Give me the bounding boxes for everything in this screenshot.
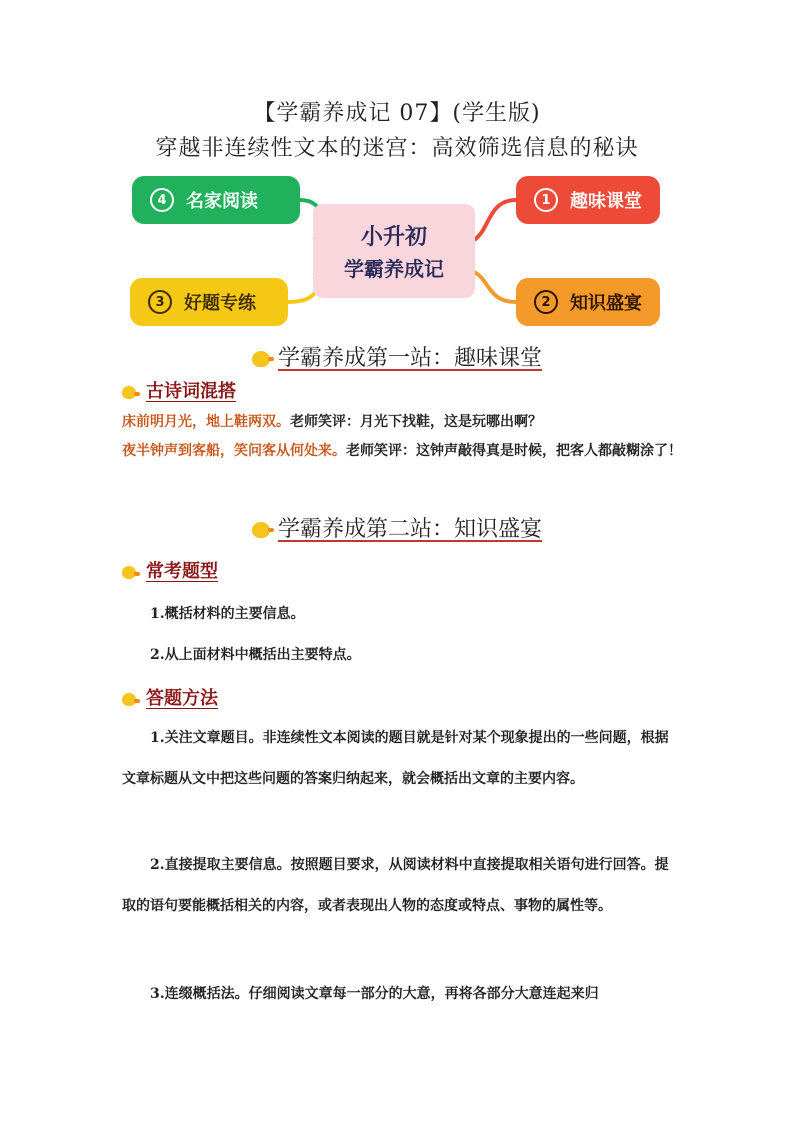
station-1-heading xyxy=(0,341,794,372)
duck-icon xyxy=(122,693,136,706)
node-number: 2 xyxy=(534,290,558,314)
verse: 夜半钟声到客船，笑问客从何处来。 xyxy=(122,443,346,459)
section-poetry-mix xyxy=(122,377,236,403)
node-number: 4 xyxy=(150,188,174,212)
question-type-2: 2.从上面材料中概括出主要特点。 xyxy=(150,647,361,663)
node-label: 好题专练 xyxy=(184,293,256,314)
mind-map xyxy=(128,170,664,332)
mind-map-center xyxy=(313,204,475,298)
center-line-2: 学霸养成记 xyxy=(344,257,444,281)
mind-map-node-famous-reading xyxy=(132,176,300,224)
duck-icon xyxy=(252,522,270,538)
duck-icon xyxy=(122,566,136,579)
station-1-heading-text: 学霸养成第一站：趣味课堂 xyxy=(277,346,542,371)
method-paragraph-1: 1.关注文章题目。非连续性文本阅读的题目就是针对某个现象提出的一些问题，根据文章标题从文中把这些问题的答案归纳起来，就会概括出文章的主要内容。 xyxy=(122,730,669,787)
center-line-1: 小升初 xyxy=(360,225,427,250)
duck-icon xyxy=(252,351,270,367)
method-paragraph-3: 3.连缀概括法。仔细阅读文章每一部分的大意，再将各部分大意连起来归 xyxy=(150,986,599,1002)
method-paragraph-2: 2.直接提取主要信息。按照题目要求，从阅读材料中直接提取相关语句进行回答。提取的语句要能概括相关的内容，或者表现出人物的态度或特点、事物的属性等。 xyxy=(122,857,669,914)
mind-map-node-knowledge-feast xyxy=(516,278,660,326)
section-poetry-mix-title: 古诗词混搭 xyxy=(146,381,236,402)
question-type-1: 1.概括材料的主要信息。 xyxy=(150,606,305,622)
teacher-comment: 老师笑评：这钟声敲得真是时候，把客人都敲糊涂了！ xyxy=(346,443,682,459)
node-label: 名家阅读 xyxy=(186,191,258,212)
document-subtitle: 穿越非连续性文本的迷宫：高效筛选信息的秘诀 xyxy=(155,136,639,161)
poem-line-1 xyxy=(122,408,682,437)
section-common-types-title: 常考题型 xyxy=(146,561,218,582)
mind-map-node-practice xyxy=(130,278,288,326)
duck-icon xyxy=(122,386,136,399)
node-number: 1 xyxy=(534,188,558,212)
document-title: 【学霸养成记 07】(学生版) xyxy=(253,101,541,126)
teacher-comment: 老师笑评：月光下找鞋，这是玩哪出啊？ xyxy=(290,414,542,430)
station-2-heading-text: 学霸养成第二站：知识盛宴 xyxy=(277,517,542,542)
mind-map-node-fun-class xyxy=(516,176,660,224)
node-label: 趣味课堂 xyxy=(570,191,642,212)
node-number: 3 xyxy=(148,290,172,314)
section-answer-methods-title: 答题方法 xyxy=(146,688,218,709)
station-2-heading xyxy=(0,512,794,543)
section-answer-methods xyxy=(122,684,218,710)
section-common-types xyxy=(122,557,218,583)
poem-line-2 xyxy=(122,437,682,466)
verse: 床前明月光，地上鞋两双。 xyxy=(122,414,290,430)
node-label: 知识盛宴 xyxy=(570,293,642,314)
